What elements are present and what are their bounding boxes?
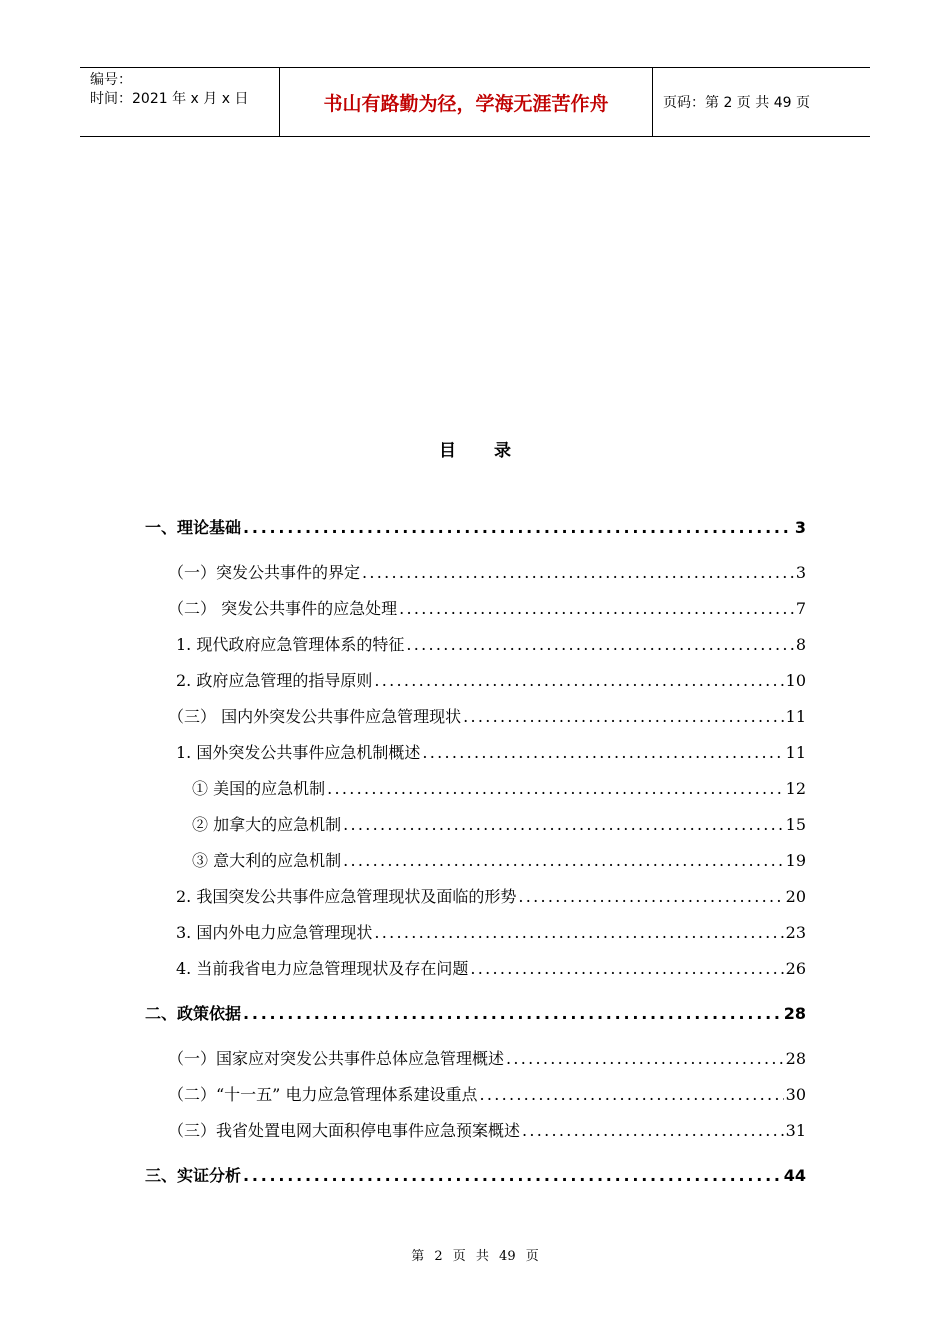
toc-leader-dots	[399, 598, 794, 620]
toc-leader-dots	[327, 778, 784, 800]
toc-entry[interactable]	[168, 598, 806, 620]
toc-leader-dots	[343, 850, 784, 872]
toc-leader-dots	[479, 1084, 783, 1106]
toc-entry-text: （三）我省处置电网大面积停电事件应急预案概述	[168, 1121, 521, 1140]
toc-leader-dots	[243, 1003, 782, 1025]
toc-entry-page: 7	[795, 599, 806, 618]
toc-entry-text: 1. 现代政府应急管理体系的特征	[176, 635, 405, 654]
toc-entry-text: 三、实证分析	[145, 1166, 242, 1185]
toc-entry[interactable]	[192, 814, 806, 836]
document-number-label: 编号：	[90, 72, 132, 88]
toc-entry-text: 1. 国外突发公共事件应急机制概述	[176, 743, 421, 762]
toc-entry-page: 8	[795, 635, 806, 654]
toc-entry-text: 3. 国内外电力应急管理现状	[176, 923, 373, 942]
toc-leader-dots	[506, 1048, 784, 1070]
toc-entry-page: 3	[795, 563, 806, 582]
toc-entry-page: 10	[785, 671, 806, 690]
toc-entry[interactable]	[176, 886, 806, 908]
toc-entry[interactable]	[145, 517, 806, 539]
toc-entry[interactable]	[192, 850, 806, 872]
toc-title: 目 录	[439, 441, 527, 461]
toc-entry[interactable]	[176, 742, 806, 764]
toc-entry-text: （三） 国内外突发公共事件应急管理现状	[168, 707, 462, 726]
toc-entry-page: 11	[785, 743, 806, 762]
toc-leader-dots	[522, 1120, 784, 1142]
toc-leader-dots	[470, 958, 783, 980]
toc-entry-text: 一、理论基础	[145, 518, 242, 537]
toc-entry[interactable]	[192, 778, 806, 800]
toc-entry-page: 31	[785, 1121, 806, 1140]
toc-leader-dots	[243, 1165, 782, 1187]
page-footer: 第 2 页 共 49 页	[411, 1249, 539, 1264]
toc-entry-text: ③ 意大利的应急机制	[192, 851, 342, 870]
toc-entry-page: 23	[785, 923, 806, 942]
toc-entry-text: 二、政策依据	[145, 1004, 242, 1023]
toc-entry[interactable]	[176, 670, 806, 692]
toc-leader-dots	[518, 886, 783, 908]
toc-entry-text: （一）国家应对突发公共事件总体应急管理概述	[168, 1049, 505, 1068]
toc-entry-page: 28	[785, 1049, 806, 1068]
toc-entry-page: 30	[785, 1085, 806, 1104]
toc-leader-dots	[422, 742, 783, 764]
toc-entry-page: 3	[794, 518, 806, 537]
toc-entry[interactable]	[168, 706, 806, 728]
toc-entry-page: 12	[785, 779, 806, 798]
toc-entry-page: 15	[785, 815, 806, 834]
toc-entry-page: 20	[785, 887, 806, 906]
toc-leader-dots	[463, 706, 784, 728]
toc-leader-dots	[374, 922, 783, 944]
toc-entry-page: 28	[783, 1004, 806, 1023]
toc-leader-dots	[362, 562, 794, 584]
toc-entry-text: （二）“十一五” 电力应急管理体系建设重点	[168, 1085, 478, 1104]
toc-leader-dots	[343, 814, 784, 836]
toc-entry-text: ② 加拿大的应急机制	[192, 815, 342, 834]
toc-entry[interactable]	[168, 1048, 806, 1070]
document-time-label: 时间：2021 年 x 月 x 日	[90, 91, 249, 107]
toc-entry[interactable]	[168, 1084, 806, 1106]
toc-entry-page: 11	[785, 707, 806, 726]
toc-leader-dots	[406, 634, 793, 656]
toc-entry-page: 19	[785, 851, 806, 870]
toc-entry[interactable]	[168, 562, 806, 584]
toc-entry[interactable]	[145, 1165, 806, 1187]
toc-entry-text: 4. 当前我省电力应急管理现状及存在问题	[176, 959, 469, 978]
toc-entry-page: 26	[785, 959, 806, 978]
toc-entry[interactable]	[145, 1003, 806, 1025]
toc-leader-dots	[243, 517, 793, 539]
toc-entry-text: （一）突发公共事件的界定	[168, 563, 361, 582]
toc-entry-page: 44	[783, 1166, 806, 1185]
toc-entry-text: （二） 突发公共事件的应急处理	[168, 599, 398, 618]
toc-leader-dots	[374, 670, 783, 692]
toc-entry[interactable]	[168, 1120, 806, 1142]
toc-entry-text: 2. 我国突发公共事件应急管理现状及面临的形势	[176, 887, 517, 906]
toc-entry[interactable]	[176, 634, 806, 656]
header-motto: 书山有路勤为径，学海无涯苦作舟	[280, 68, 653, 136]
toc-entry[interactable]	[176, 922, 806, 944]
toc-entry-text: 2. 政府应急管理的指导原则	[176, 671, 373, 690]
header-page-info: 页码：第 2 页 共 49 页	[663, 95, 810, 111]
toc-entry-text: ① 美国的应急机制	[192, 779, 326, 798]
toc-entry[interactable]	[176, 958, 806, 980]
